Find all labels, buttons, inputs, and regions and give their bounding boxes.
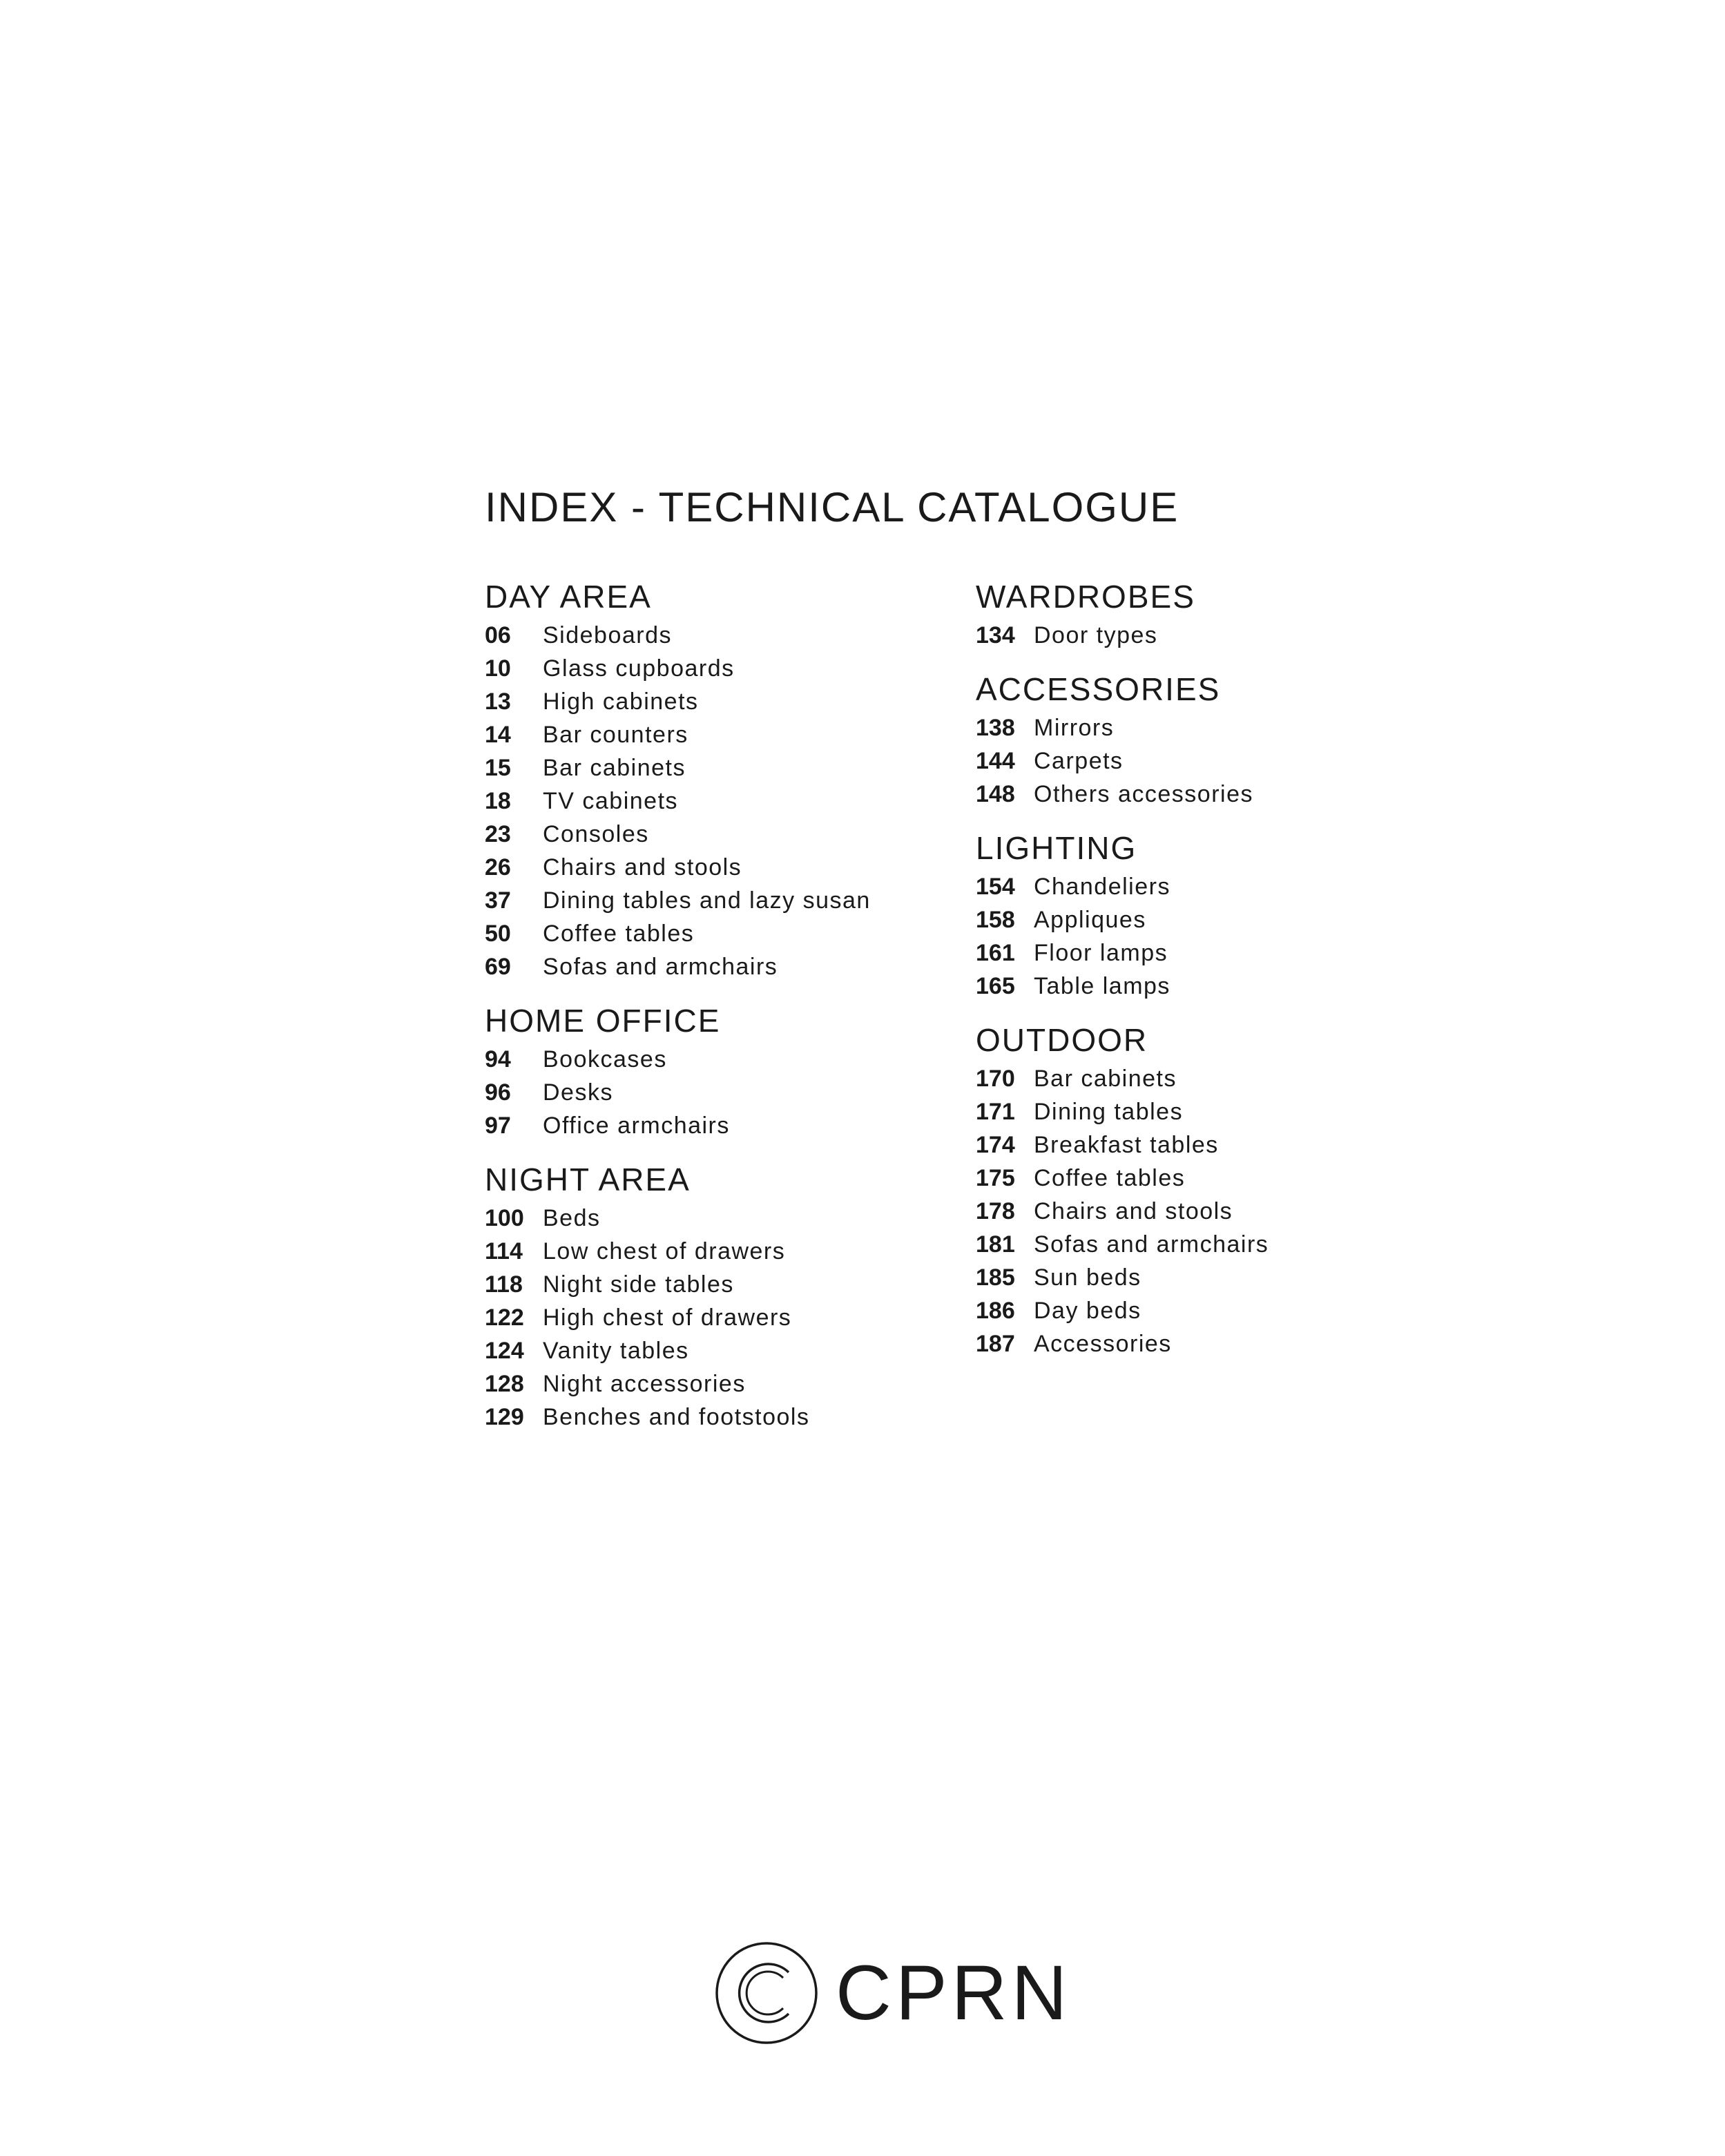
index-entry xyxy=(976,1228,1473,1261)
brand-logo xyxy=(714,1941,1071,2046)
section-heading: WARDROBES xyxy=(976,579,1195,615)
entry-label: High chest of drawers xyxy=(543,1305,792,1331)
entry-page-number: 158 xyxy=(976,907,1015,933)
entry-page-number: 170 xyxy=(976,1066,1015,1092)
entry-label: Floor lamps xyxy=(1034,940,1168,966)
entry-page-number: 122 xyxy=(485,1305,524,1331)
entry-page-number: 97 xyxy=(485,1113,511,1139)
entry-label: Chandeliers xyxy=(1034,874,1170,900)
entry-label: Bar counters xyxy=(543,722,688,748)
section-heading: HOME OFFICE xyxy=(485,1003,721,1039)
index-section-night-area xyxy=(485,1157,954,1434)
entry-page-number: 129 xyxy=(485,1404,524,1430)
page-title: INDEX - TECHNICAL CATALOGUE xyxy=(485,484,1179,530)
entry-page-number: 15 xyxy=(485,755,511,781)
index-entry xyxy=(485,751,954,785)
index-entry xyxy=(976,1095,1473,1128)
index-entry xyxy=(485,785,954,818)
index-entry xyxy=(976,1327,1473,1360)
entry-page-number: 165 xyxy=(976,973,1015,999)
entry-page-number: 10 xyxy=(485,655,511,682)
index-section-home-office xyxy=(485,999,954,1142)
entry-label: Appliques xyxy=(1034,907,1146,933)
entry-page-number: 171 xyxy=(976,1099,1015,1125)
section-heading: ACCESSORIES xyxy=(976,671,1221,707)
entry-page-number: 186 xyxy=(976,1298,1015,1324)
entry-page-number: 148 xyxy=(976,781,1015,807)
entry-label: Benches and footstools xyxy=(543,1404,810,1430)
index-entry xyxy=(976,1261,1473,1294)
entry-label: Desks xyxy=(543,1079,613,1106)
entry-label: Sun beds xyxy=(1034,1264,1141,1291)
index-entry xyxy=(976,970,1473,1003)
index-left-column xyxy=(485,575,954,1449)
entry-page-number: 13 xyxy=(485,689,511,715)
entry-page-number: 174 xyxy=(976,1132,1015,1158)
index-entry xyxy=(485,718,954,751)
index-entry xyxy=(976,1062,1473,1095)
entry-page-number: 50 xyxy=(485,921,511,947)
index-entry xyxy=(976,778,1473,811)
entry-page-number: 26 xyxy=(485,854,511,880)
entry-page-number: 154 xyxy=(976,874,1015,900)
section-heading: NIGHT AREA xyxy=(485,1162,691,1197)
entry-label: Chairs and stools xyxy=(1034,1198,1233,1224)
entry-page-number: 185 xyxy=(976,1264,1015,1291)
index-entry xyxy=(976,903,1473,936)
index-entry xyxy=(976,1195,1473,1228)
entry-page-number: 23 xyxy=(485,821,511,847)
index-entry xyxy=(485,1268,954,1301)
entry-page-number: 134 xyxy=(976,622,1015,648)
entry-page-number: 128 xyxy=(485,1371,524,1397)
entry-page-number: 96 xyxy=(485,1079,511,1106)
index-section-accessories xyxy=(976,667,1473,811)
entry-label: Sofas and armchairs xyxy=(1034,1231,1269,1258)
index-entry xyxy=(485,1401,954,1434)
entry-label: Glass cupboards xyxy=(543,655,735,682)
index-entry xyxy=(485,1109,954,1142)
entry-page-number: 37 xyxy=(485,887,511,914)
entry-label: Dining tables and lazy susan xyxy=(543,887,871,914)
entry-label: Low chest of drawers xyxy=(543,1238,786,1264)
entry-label: Others accessories xyxy=(1034,781,1253,807)
entry-label: Breakfast tables xyxy=(1034,1132,1219,1158)
entry-page-number: 94 xyxy=(485,1046,511,1072)
entry-label: Night accessories xyxy=(543,1371,746,1397)
index-entry xyxy=(485,1076,954,1109)
entry-label: Door types xyxy=(1034,622,1158,648)
entry-page-number: 69 xyxy=(485,954,511,980)
entry-label: Bar cabinets xyxy=(1034,1066,1177,1092)
index-section-day-area xyxy=(485,575,954,983)
index-entry xyxy=(485,884,954,917)
index-section-lighting xyxy=(976,826,1473,1003)
entry-page-number: 181 xyxy=(976,1231,1015,1258)
index-entry xyxy=(485,950,954,983)
entry-page-number: 138 xyxy=(976,715,1015,741)
entry-page-number: 144 xyxy=(976,748,1015,774)
entry-label: Coffee tables xyxy=(543,921,695,947)
index-entry xyxy=(976,1162,1473,1195)
entry-label: Sofas and armchairs xyxy=(543,954,778,980)
index-section-wardrobes xyxy=(976,575,1473,652)
index-entry xyxy=(485,1235,954,1268)
entry-page-number: 14 xyxy=(485,722,511,748)
entry-label: Bar cabinets xyxy=(543,755,686,781)
entry-label: Coffee tables xyxy=(1034,1165,1186,1191)
entry-page-number: 118 xyxy=(485,1271,523,1298)
index-entry xyxy=(485,1301,954,1334)
index-entry xyxy=(485,917,954,950)
entry-label: Dining tables xyxy=(1034,1099,1184,1125)
index-entry xyxy=(976,711,1473,744)
entry-page-number: 114 xyxy=(485,1238,523,1264)
entry-label: Consoles xyxy=(543,821,649,847)
entry-page-number: 178 xyxy=(976,1198,1015,1224)
entry-label: Chairs and stools xyxy=(543,854,742,880)
index-entry xyxy=(976,936,1473,970)
section-heading: LIGHTING xyxy=(976,830,1137,866)
entry-page-number: 100 xyxy=(485,1205,524,1231)
entry-label: Day beds xyxy=(1034,1298,1141,1324)
index-entry xyxy=(976,1128,1473,1162)
index-entry xyxy=(485,1367,954,1401)
index-entry xyxy=(976,870,1473,903)
entry-label: Vanity tables xyxy=(543,1338,689,1364)
index-entry xyxy=(485,851,954,884)
index-entry xyxy=(485,619,954,652)
section-heading: OUTDOOR xyxy=(976,1022,1148,1058)
entry-label: Sideboards xyxy=(543,622,673,648)
entry-page-number: 161 xyxy=(976,940,1015,966)
entry-page-number: 187 xyxy=(976,1331,1015,1357)
entry-page-number: 06 xyxy=(485,622,511,648)
entry-label: Bookcases xyxy=(543,1046,667,1072)
entry-label: Night side tables xyxy=(543,1271,734,1298)
entry-page-number: 175 xyxy=(976,1165,1015,1191)
entry-label: Mirrors xyxy=(1034,715,1115,741)
entry-label: Table lamps xyxy=(1034,973,1170,999)
entry-page-number: 124 xyxy=(485,1338,524,1364)
index-entry xyxy=(485,818,954,851)
index-entry xyxy=(976,619,1473,652)
entry-label: High cabinets xyxy=(543,689,699,715)
index-entry xyxy=(485,1043,954,1076)
entry-label: Carpets xyxy=(1034,748,1124,774)
index-entry xyxy=(485,1202,954,1235)
c-circle-logo-icon xyxy=(714,1941,819,2046)
index-entry xyxy=(976,744,1473,778)
index-entry xyxy=(976,1294,1473,1327)
entry-label: Beds xyxy=(543,1205,601,1231)
entry-label: Office armchairs xyxy=(543,1113,730,1139)
index-entry xyxy=(485,1334,954,1367)
section-heading: DAY AREA xyxy=(485,579,652,615)
index-right-column xyxy=(976,575,1473,1376)
entry-page-number: 18 xyxy=(485,788,511,814)
entry-label: TV cabinets xyxy=(543,788,679,814)
brand-logo-text: CPRN xyxy=(836,1950,1072,2036)
index-section-outdoor xyxy=(976,1018,1473,1360)
entry-label: Accessories xyxy=(1034,1331,1172,1357)
index-entry xyxy=(485,652,954,685)
index-entry xyxy=(485,685,954,718)
